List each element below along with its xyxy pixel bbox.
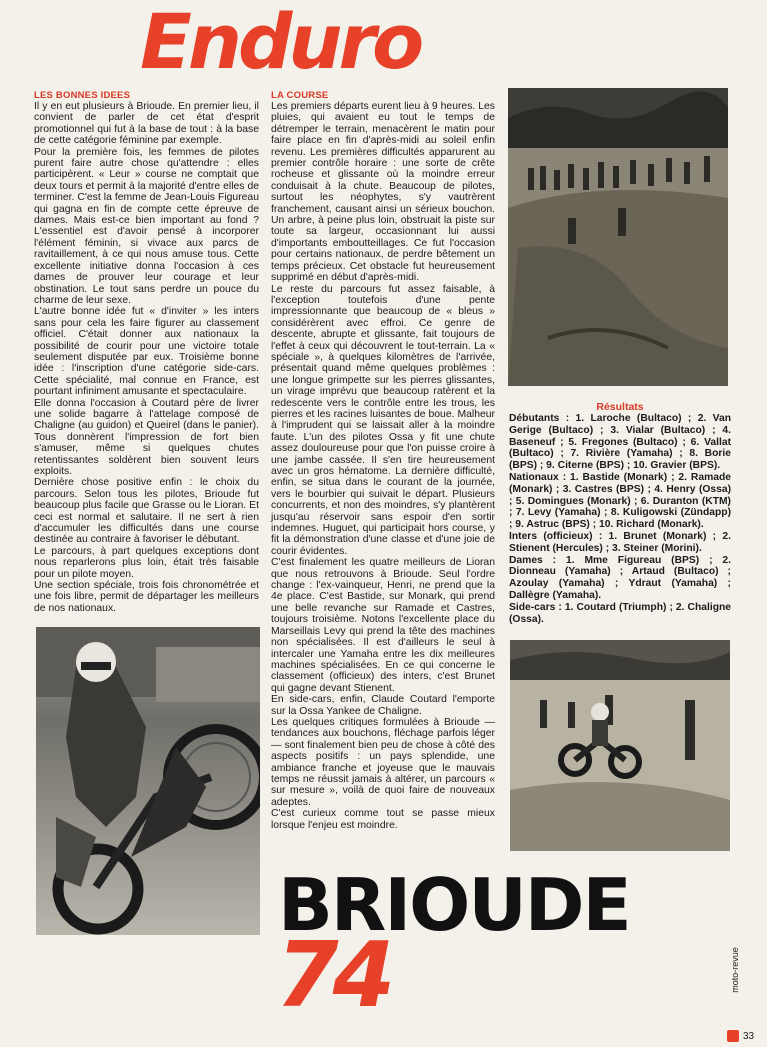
photo-wheelie-image bbox=[36, 627, 260, 935]
paragraph: Les premiers départs eurent lieu à 9 heures. Les pluies, qui avaient eu tout le temps de détremper le terrain, menacèrent le matin pour faire place en fin d'après-midi au soleil enfin revenu. Les premières difficultés apparurent au premier contrôle horaire : une sorte de crête rocheuse et glissante où la moindre erreur conduisait à la chute. Beaucoup de pilotes, surtout les néophytes, s'y vautrèrent franchement, causant ainsi un sérieux bouchon. Un arbre, à peine plus loin, obstruait la piste sur toute sa largeur, occasionnant lui aussi d'importants emboutteillages. Ce fut l'occasion pour certains nationaux, de perdre bêtement un temps précieux. Cet obstacle fut heureusement supprimé en début d'après-midi. bbox=[271, 101, 495, 284]
middle-column-text bbox=[271, 101, 495, 831]
page-number: 33 bbox=[743, 1031, 755, 1042]
magazine-logo-icon bbox=[727, 1030, 739, 1042]
magazine-name: moto-revue bbox=[729, 947, 740, 993]
photo-field-rider bbox=[510, 640, 730, 851]
section-heading: LES BONNES IDEES bbox=[34, 90, 131, 101]
page-title: Enduro bbox=[140, 0, 421, 86]
paragraph: En side-cars, enfin, Claude Coutard l'emporte sur la Ossa Yankee de Chaligne. bbox=[271, 694, 495, 717]
paragraph: Une section spéciale, trois fois chronométrée et une fois libre, permit de départager les meilleurs de nos nationaux. bbox=[34, 580, 259, 614]
results-text bbox=[509, 413, 731, 625]
paragraph: Les quelques critiques formulées à Brioude — tendances aux bouchons, fléchage parfois léger — sont finalement bien peu de chose à côté des aspects positifs : un pays splendide, une ambiance franche et joyeuse que le mauvais temps ne réussit jamais à altérer, un parcours « sur mesure », voilà de quoi faire de nouveaux adeptes. bbox=[271, 716, 495, 808]
paragraph: C'est finalement les quatre meilleurs de Lioran que nous retrouvons à Brioude. Seul l'ordre change : l'ex-vainqueur, Henri, ne prend que la 4e place. C'est Bastide, sur Monark, qui prend une belle revanche sur Ramade et Castres, toujours troisième. Notons l'excellente place du Marseillais Levy qui prend la tête des machines non spécialisées. Il est d'ailleurs le seul à intercaler une Yamaha entre les dix meilleures machines spécialisées. En ce qui concerne le classement (officieux) des inters, c'est Brunet qui gagne devant Stienent. bbox=[271, 557, 495, 694]
headline-year: 74 bbox=[276, 923, 390, 1028]
results-category: Dames : 1. Mme Figureau (BPS) ; 2. Dionneau (Yamaha) ; Artaud (Bultaco) ; Azoulay (Yamaha) ; Ydraut (Yamaha) ; Dallègre (Yamaha). bbox=[509, 554, 731, 601]
paragraph: Elle donna l'occasion à Coutard père de livrer une solide bagarre à l'attelage composé de Chaligne (au guidon) et Queirel (dans le panier). Tous donnèrent l'impression de fort bien s'amuser, même si quelques chutes retentissantes soldèrent bien souvent leurs exploits. bbox=[34, 397, 259, 477]
paragraph: Il y en eut plusieurs à Brioude. En premier lieu, il convient de parler de cet état d'esprit promotionnel qui fut à la base de tout : à la base de cette catégorie féminine par exemple. bbox=[34, 101, 259, 147]
middle-column bbox=[271, 90, 495, 831]
left-column-text bbox=[34, 101, 259, 614]
photo-hillside-crowd bbox=[508, 88, 728, 386]
paragraph: Le parcours, à part quelques exceptions dont nous reparlerons plus loin, était très faisable pour un pilote moyen. bbox=[34, 545, 259, 580]
results-category: Nationaux : 1. Bastide (Monark) ; 2. Ramade (Monark) ; 3. Castres (BPS) ; 4. Henry (Ossa) ; 5. Domingues (Monark) ; 6. Duranton (KTM) ; 7. Levy (Yamaha) ; 8. Kuligowski (Zündapp) ; 9. Astruc (BPS) ; 10. Richard (Monark). bbox=[509, 471, 731, 531]
paragraph: Le reste du parcours fut assez faisable, à l'exception toutefois d'une pente impressionnante que beaucoup de « bleus » considérèrent avec effroi. Ce genre de descente, abrupte et glissante, fait toujours de l'effet à ceux qui découvrent le tout-terrain. La « spéciale », à quelques kilomètres de l'arrivée, présentait quand même quelques problèmes : une longue grimpette sur les pierres glissantes, un virage imprévu que beaucoup ratèrent et la redescente vers le contrôle entre les trous, les pierres et les racines luisantes de boue. Malheur à l'imprudent qui se laissait aller à la moindre faute. L'un des pilotes Ossa y fit une chute assez douloureuse pour que l'on puisse croire à une jambe cassée. Il s'en tire heureusement avec un gros hématome. La dernière difficulté, enfin, se situa dans le courant de la journée, vers le bourbier qui suivait le départ. Plusieurs concurrents, et non des moindres, s'y plantèrent jusqu'au réservoir sans espoir d'en sortir indemnes. Huguet, qui participait hors course, y fit la démonstration d'une classe et d'une joie de courir évidentes. bbox=[271, 283, 495, 557]
results-category: Inters (officieux) : 1. Brunet (Monark) ; 2. Stienent (Hercules) ; 3. Steiner (Morini). bbox=[509, 530, 731, 554]
results-category: Side-cars : 1. Coutard (Triumph) ; 2. Chaligne (Ossa). bbox=[509, 601, 731, 625]
magazine-label bbox=[729, 935, 762, 1015]
results-category: Débutants : 1. Laroche (Bultaco) ; 2. Van Gerige (Bultaco) ; 3. Vialar (Bultaco) ; 4. Baseneuf ; 5. Fregones (Bultaco) ; 6. Vallat (Bultaco) ; 7. Rivière (Yamaha) ; 8. Borie (BPS) ; 9. Citerne (BPS) ; 10. Gravier (BPS). bbox=[509, 413, 731, 472]
section-heading: LA COURSE bbox=[271, 90, 329, 101]
left-column bbox=[34, 90, 259, 614]
headline-brioude: BRIOUDE bbox=[278, 863, 630, 947]
photo-field-image bbox=[510, 640, 730, 851]
results-heading: Résultats bbox=[596, 401, 644, 413]
results-box bbox=[509, 401, 731, 625]
photo-wheelie bbox=[36, 627, 260, 935]
paragraph: C'est curieux comme tout se passe mieux lorsque l'enjeu est moindre. bbox=[271, 808, 495, 831]
photo-hillside-image bbox=[508, 88, 728, 386]
paragraph: Pour la première fois, les femmes de pilotes purent faire autre chose qu'attendre : elles participèrent. « Leur » course ne comptait que deux tours et permit à la majorité d'entre elles de terminer. C'est la femme de Jean-Louis Figureau qui gagna en fin de compte cette épreuve de dames. Mais est-ce bien important au fond ? L'essentiel est d'avoir pensé à incorporer l'élément féminin, si vivace aux parcs de ravitaillement, à ce qui nous amuse tous. Cette excellente initiative donna l'occasion à ces dames de prouver leur courage et leur obstination. Le tout sans perdre un pouce du charme de leur sexe. bbox=[34, 146, 259, 306]
paragraph: L'autre bonne idée fut « d'inviter » les inters sans pour cela les faire figurer au classement officiel. C'était donner aux nationaux la possibilité de courir pour une victoire totale seulement disputée par eux. Troisième bonne idée : l'inscription d'une catégorie side-cars. Cette spécialité, mal connue en France, est pourtant infiniment amusante et spectaculaire. bbox=[34, 306, 259, 398]
paragraph: Dernière chose positive enfin : le choix du parcours. Selon tous les pilotes, Brioude fut beaucoup plus facile que Grasse ou le Lioran. Et ceci est normal et salutaire. Il ne sert à rien d'accumuler les difficultés dans une course destinée au contraire à favoriser le débutant. bbox=[34, 477, 259, 546]
